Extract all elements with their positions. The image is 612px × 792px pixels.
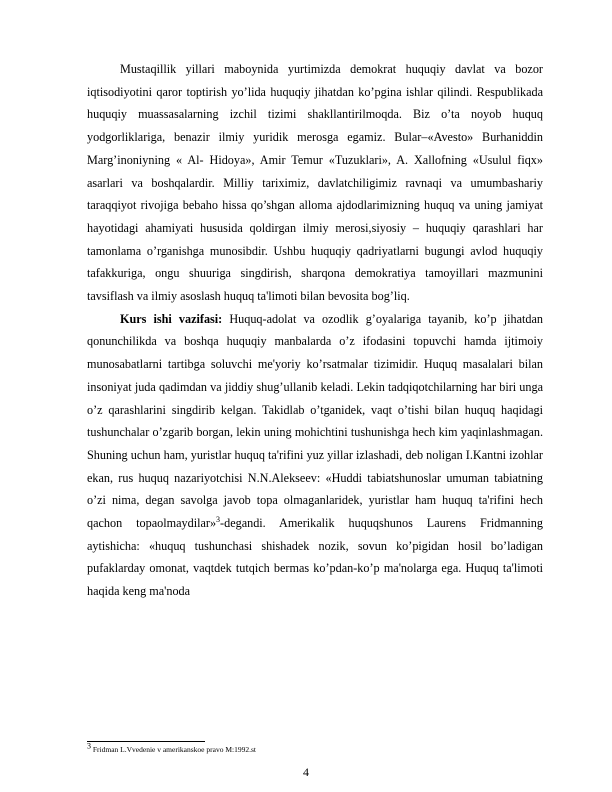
task-heading: Kurs ishi vazifasi: — [120, 311, 223, 326]
paragraph-task-tail: -degandi. Amerikalik huquqshunos Laurens Fridmanning aytishicha: «huquq tushunchasi shishadek nozik, sovun ko’pigidan hosil bo’ladigan pufaklarday omonat, vaqtdek tutqich bermas ko’pdan-ko’p ma'nolarga ega. Huquq ta'limoti haqida keng ma'noda — [87, 516, 543, 599]
footnote-text: Fridman L.Vvedenie v amerikanskoe pravo M:1992.st — [91, 745, 256, 754]
footnote — [87, 741, 543, 755]
paragraph-task — [87, 308, 543, 603]
footnote-divider — [87, 741, 205, 742]
footnote-marker: 3 — [87, 741, 91, 751]
paragraph-task-text: Huquq-adolat va ozodlik g’oyalariga tayanib, ko’p jihatdan qonunchilikda va boshqa huquqiy manbalarda o’z ifodasini topuvchi hamda ijtimoiy munosabatlarni tartibga soluvchi me'yoriy ko’rsatmalar tizimidir. Huquq masalalari bilan insoniyat juda qadimdan va jiddiy shug’ullanib keladi. Lekin tadqiqotchilarning har biri unga o’z qarashlarini singdirib kelgan. Takidlab o’tganidek, vaqt o’tishi bilan huquq haqidagi tushunchalar o’zgarib borgan, lekin uning mohichtini tushunishga hech kim yaqinlashmagan. Shuning uchun ham, yuristlar huquq ta'rifini yuz yillar izlashadi, deb noligan I.Kantni izohlar ekan, rus huquq nazariyotchisi N.N.Alekseev: «Huddi tabiatshunoslar umuman tabiatning o’zi nima, degan savolga javob topa olmaganlaridek, yuristlar ham huquq ta'rifini hech qachon topaolmaydilar» — [87, 311, 543, 531]
paragraph-intro-text: Mustaqillik yillari maboynida yurtimizda demokrat huquqiy davlat va bozor iqtisodiyotini qaror toptirish yo’lida huquqiy jihatdan ko’pgina ishlar qilindi. Respublikada huquqiy muassasalarning izchil tizimi shakllantirilmoqda. Biz o’ta noyob huquq yodgorliklariga, benazir ilmiy yuridik merosga egamiz. Bular–«Avesto» Burhaniddin Marg’inoniyning « Al- Hidoya», Amir Temur «Tuzuklari», A. Xallofning «Usulul fiqx» asarlari va boshqalardir. Milliy tariximiz, davlatchiligimiz ravnaqi va umumbashariy taraqqiyot rivojiga bebaho hissa qo’shgan alloma ajdodlarimizning huquq va uning jamiyat hayotidagi ahamiyati hususida qoldirgan ilmiy merosi,siyosiy – huquqiy qarashlari har tamonlama o’rganishga munosibdir. Ushbu huquqiy qadriyatlarni bugungi avlod huquqiy tafakkuriga, ongu shuuriga singdirish, sharqona demokratiya tamoyillari mazmunini tavsiflash va ilmiy asoslash huquq ta'limoti bilan bevosita bog’liq. — [87, 62, 543, 304]
page-number: 4 — [303, 765, 309, 779]
body-text — [87, 58, 543, 603]
paragraph-intro — [87, 58, 543, 308]
footnote-reference[interactable]: 3 — [216, 515, 221, 524]
